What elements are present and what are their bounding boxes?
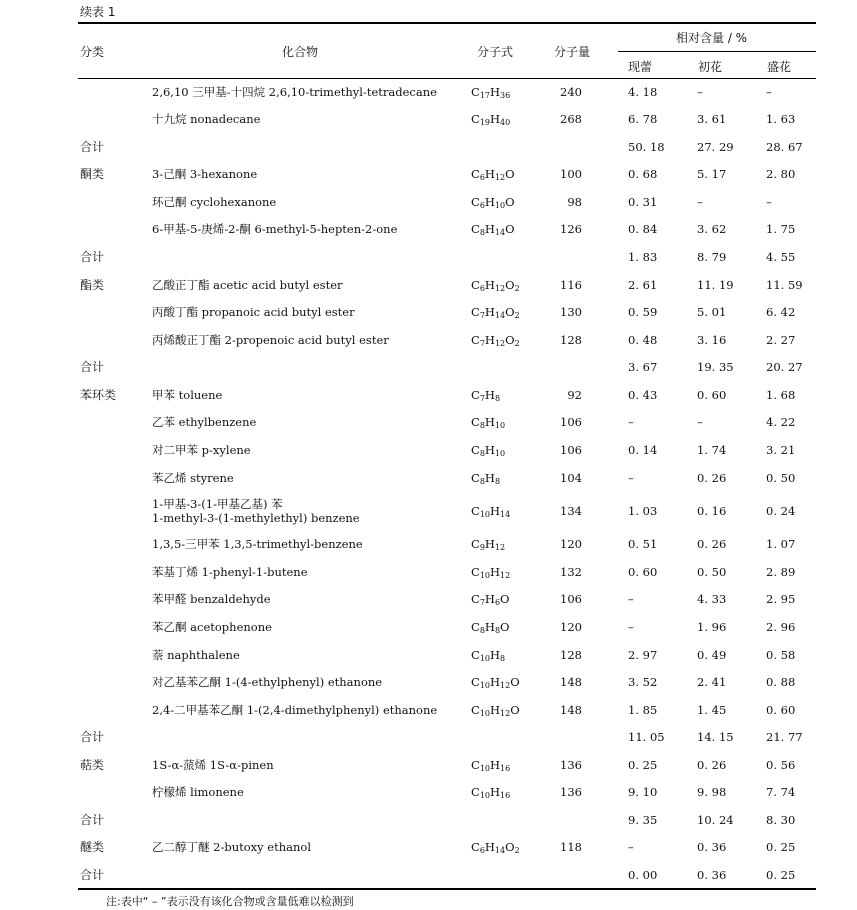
compound-name: 2,6,10 三甲基-十四烷 2,6,10-trimethyl-tetradecane — [152, 85, 437, 99]
value-full-flowering: 1. 75 — [766, 222, 796, 236]
value-early-flowering: 1. 74 — [697, 443, 727, 457]
value-early-flowering: 3. 61 — [697, 112, 727, 126]
value-full-flowering: 3. 21 — [766, 443, 796, 457]
value-bud-stage: 9. 35 — [628, 813, 658, 827]
molecular-formula: $C_7H_6O$ — [471, 592, 510, 607]
value-bud-stage: 3. 52 — [628, 675, 658, 689]
molecular-formula: $C_8H_{10}$ — [471, 415, 506, 430]
molecular-weight: 120 — [560, 620, 582, 634]
molecular-weight: 240 — [560, 85, 582, 99]
molecular-formula: $C_{10}H_{16}$ — [471, 758, 511, 773]
value-full-flowering: 6. 42 — [766, 305, 796, 319]
molecular-weight: 104 — [560, 471, 582, 485]
value-full-flowering: – — [766, 195, 772, 209]
value-bud-stage: – — [628, 592, 634, 606]
molecular-weight: 136 — [560, 785, 582, 799]
bottom-rule — [78, 888, 816, 890]
value-full-flowering: 28. 67 — [766, 140, 803, 154]
value-early-flowering: 1. 45 — [697, 703, 727, 717]
value-bud-stage: – — [628, 840, 634, 854]
molecular-formula: $C_8H_8$ — [471, 471, 501, 486]
molecular-formula: $C_7H_8$ — [471, 388, 501, 403]
header-formula: 分子式 — [477, 45, 514, 59]
molecular-weight: 148 — [560, 703, 582, 717]
compound-name: 1,3,5-三甲苯 1,3,5-trimethyl-benzene — [152, 537, 363, 551]
value-bud-stage: 0. 60 — [628, 565, 658, 579]
molecular-weight: 126 — [560, 222, 582, 236]
value-full-flowering: 4. 22 — [766, 415, 796, 429]
molecular-formula: $C_6H_{14}O_2$ — [471, 840, 520, 855]
molecular-formula: $C_8H_8O$ — [471, 620, 510, 635]
value-bud-stage: 2. 97 — [628, 648, 658, 662]
value-full-flowering: 20. 27 — [766, 360, 803, 374]
header-category: 分类 — [80, 45, 105, 59]
compound-name: 环己酮 cyclohexanone — [152, 195, 277, 209]
molecular-weight: 106 — [560, 592, 582, 606]
subtotal-label: 合计 — [80, 250, 105, 264]
molecular-formula: $C_{17}H_{36}$ — [471, 85, 511, 100]
value-early-flowering: 9. 98 — [697, 785, 727, 799]
value-bud-stage: 9. 10 — [628, 785, 658, 799]
value-early-flowering: 0. 16 — [697, 504, 727, 518]
value-bud-stage: 6. 78 — [628, 112, 658, 126]
value-bud-stage: – — [628, 415, 634, 429]
molecular-formula: $C_{10}H_{14}$ — [471, 504, 511, 519]
molecular-weight: 128 — [560, 333, 582, 347]
molecular-formula: $C_6H_{12}O$ — [471, 167, 515, 182]
category-label: 苯环类 — [80, 388, 117, 402]
value-early-flowering: 10. 24 — [697, 813, 734, 827]
compound-name: 丙酸丁酯 propanoic acid butyl ester — [152, 305, 355, 319]
molecular-weight: 134 — [560, 504, 582, 518]
compound-name: 苯乙烯 styrene — [152, 471, 234, 485]
compound-name: 甲苯 toluene — [152, 388, 223, 402]
header-molecular-weight: 分子量 — [554, 45, 591, 59]
value-bud-stage: 0. 48 — [628, 333, 658, 347]
compound-name: 1S-α-蒎烯 1S-α-pinen — [152, 758, 274, 772]
value-bud-stage: 2. 61 — [628, 278, 658, 292]
value-bud-stage: 0. 25 — [628, 758, 658, 772]
compound-name-en: 1-methyl-3-(1-methylethyl) benzene — [152, 511, 360, 525]
molecular-formula: $C_{19}H_{40}$ — [471, 112, 511, 127]
value-full-flowering: 2. 89 — [766, 565, 796, 579]
category-label: 醚类 — [80, 840, 105, 854]
value-early-flowering: – — [697, 195, 703, 209]
value-bud-stage: 11. 05 — [628, 730, 665, 744]
value-early-flowering: 5. 17 — [697, 167, 727, 181]
header-early-flowering: 初花 — [698, 60, 723, 74]
subtotal-label: 合计 — [80, 360, 105, 374]
compound-name: 萘 naphthalene — [152, 648, 240, 662]
value-bud-stage: 0. 00 — [628, 868, 658, 882]
molecular-weight: 118 — [560, 840, 582, 854]
compound-name: 对二甲苯 p-xylene — [152, 443, 251, 457]
compound-name: 乙二醇丁醚 2-butoxy ethanol — [152, 840, 312, 854]
value-full-flowering: 2. 96 — [766, 620, 796, 634]
value-early-flowering: 11. 19 — [697, 278, 734, 292]
value-full-flowering: – — [766, 85, 772, 99]
header-bud-stage: 现蕾 — [628, 60, 653, 74]
value-full-flowering: 0. 58 — [766, 648, 796, 662]
molecular-weight: 106 — [560, 415, 582, 429]
compound-name: 苯基丁烯 1-phenyl-1-butene — [152, 565, 308, 579]
compound-name: 乙苯 ethylbenzene — [152, 415, 257, 429]
header-compound: 化合物 — [282, 45, 319, 59]
value-bud-stage: 0. 59 — [628, 305, 658, 319]
molecular-formula: $C_{10}H_8$ — [471, 648, 506, 663]
molecular-formula: $C_{10}H_{12}O$ — [471, 675, 520, 690]
value-bud-stage: 0. 43 — [628, 388, 658, 402]
value-full-flowering: 1. 68 — [766, 388, 796, 402]
compound-name-cn: 1-甲基-3-(1-甲基乙基) 苯 — [152, 497, 283, 511]
molecular-formula: $C_7H_{14}O_2$ — [471, 305, 520, 320]
value-bud-stage: 0. 84 — [628, 222, 658, 236]
value-early-flowering: – — [697, 415, 703, 429]
molecular-formula: $C_6H_{12}O_2$ — [471, 278, 520, 293]
value-full-flowering: 21. 77 — [766, 730, 803, 744]
molecular-formula: $C_8H_{10}$ — [471, 443, 506, 458]
value-full-flowering: 0. 60 — [766, 703, 796, 717]
value-early-flowering: 0. 36 — [697, 840, 727, 854]
compound-name: 柠檬烯 limonene — [152, 785, 244, 799]
value-full-flowering: 1. 63 — [766, 112, 796, 126]
value-early-flowering: 3. 62 — [697, 222, 727, 236]
value-bud-stage: 0. 51 — [628, 537, 658, 551]
value-early-flowering: 3. 16 — [697, 333, 727, 347]
value-full-flowering: 4. 55 — [766, 250, 796, 264]
molecular-weight: 132 — [560, 565, 582, 579]
molecular-weight: 128 — [560, 648, 582, 662]
compound-name: 2,4-二甲基苯乙酮 1-(2,4-dimethylphenyl) ethanone — [152, 703, 438, 717]
value-bud-stage: 50. 18 — [628, 140, 665, 154]
value-early-flowering: 0. 26 — [697, 758, 727, 772]
value-full-flowering: 8. 30 — [766, 813, 796, 827]
value-early-flowering: 1. 96 — [697, 620, 727, 634]
molecular-weight: 92 — [567, 388, 582, 402]
value-early-flowering: 27. 29 — [697, 140, 734, 154]
molecular-weight: 136 — [560, 758, 582, 772]
molecular-weight: 268 — [560, 112, 582, 126]
value-early-flowering: 0. 50 — [697, 565, 727, 579]
value-full-flowering: 7. 74 — [766, 785, 796, 799]
relative-content-subrule — [618, 51, 816, 52]
value-early-flowering: 0. 26 — [697, 471, 727, 485]
value-early-flowering: 0. 60 — [697, 388, 727, 402]
value-early-flowering: 0. 49 — [697, 648, 727, 662]
value-bud-stage: 0. 31 — [628, 195, 658, 209]
subtotal-label: 合计 — [80, 140, 105, 154]
molecular-formula: $C_9H_{12}$ — [471, 537, 506, 552]
compound-name: 十九烷 nonadecane — [152, 112, 261, 126]
value-early-flowering: – — [697, 85, 703, 99]
header-full-flowering: 盛花 — [767, 60, 792, 74]
value-bud-stage: 1. 83 — [628, 250, 658, 264]
category-label: 萜类 — [80, 758, 105, 772]
value-full-flowering: 2. 95 — [766, 592, 796, 606]
molecular-weight: 106 — [560, 443, 582, 457]
value-early-flowering: 0. 26 — [697, 537, 727, 551]
compound-name: 苯乙酮 acetophenone — [152, 620, 272, 634]
value-full-flowering: 2. 27 — [766, 333, 796, 347]
compound-name: 乙酸正丁酯 acetic acid butyl ester — [152, 278, 343, 292]
value-bud-stage: 0. 68 — [628, 167, 658, 181]
molecular-formula: $C_{10}H_{12}$ — [471, 565, 511, 580]
value-full-flowering: 1. 07 — [766, 537, 796, 551]
value-early-flowering: 19. 35 — [697, 360, 734, 374]
table-note: 注:表中“ – ”表示没有该化合物或含量低难以检测到 — [106, 895, 354, 908]
value-early-flowering: 14. 15 — [697, 730, 734, 744]
value-full-flowering: 0. 50 — [766, 471, 796, 485]
molecular-formula: $C_6H_{10}O$ — [471, 195, 515, 210]
value-early-flowering: 0. 36 — [697, 868, 727, 882]
value-bud-stage: 3. 67 — [628, 360, 658, 374]
table-caption: 续表 1 — [80, 5, 116, 19]
value-full-flowering: 2. 80 — [766, 167, 796, 181]
molecular-formula: $C_{10}H_{16}$ — [471, 785, 511, 800]
subtotal-label: 合计 — [80, 813, 105, 827]
molecular-weight: 116 — [560, 278, 582, 292]
subtotal-label: 合计 — [80, 868, 105, 882]
value-early-flowering: 8. 79 — [697, 250, 727, 264]
value-bud-stage: – — [628, 620, 634, 634]
value-full-flowering: 0. 24 — [766, 504, 796, 518]
molecular-weight: 148 — [560, 675, 582, 689]
molecular-formula: $C_8H_{14}O$ — [471, 222, 515, 237]
top-rule — [78, 22, 816, 24]
value-early-flowering: 2. 41 — [697, 675, 727, 689]
compound-name: 对乙基苯乙酮 1-(4-ethylphenyl) ethanone — [152, 675, 383, 689]
value-bud-stage: 4. 18 — [628, 85, 658, 99]
molecular-formula: $C_7H_{12}O_2$ — [471, 333, 520, 348]
value-bud-stage: 1. 03 — [628, 504, 658, 518]
value-full-flowering: 0. 88 — [766, 675, 796, 689]
compound-name: 6-甲基-5-庚烯-2-酮 6-methyl-5-hepten-2-one — [152, 222, 398, 236]
value-bud-stage: – — [628, 471, 634, 485]
compound-name: 丙烯酸正丁酯 2-propenoic acid butyl ester — [152, 333, 389, 347]
value-early-flowering: 5. 01 — [697, 305, 727, 319]
value-bud-stage: 1. 85 — [628, 703, 658, 717]
molecular-weight: 98 — [567, 195, 582, 209]
subtotal-label: 合计 — [80, 730, 105, 744]
molecular-weight: 120 — [560, 537, 582, 551]
molecular-formula: $C_{10}H_{12}O$ — [471, 703, 520, 718]
category-label: 酯类 — [80, 278, 105, 292]
value-bud-stage: 0. 14 — [628, 443, 658, 457]
compound-name: 苯甲醛 benzaldehyde — [152, 592, 271, 606]
molecular-weight: 130 — [560, 305, 582, 319]
value-full-flowering: 0. 25 — [766, 840, 796, 854]
molecular-weight: 100 — [560, 167, 582, 181]
value-full-flowering: 11. 59 — [766, 278, 803, 292]
header-rule — [78, 78, 816, 79]
compound-name: 3-己酮 3-hexanone — [152, 167, 258, 181]
value-early-flowering: 4. 33 — [697, 592, 727, 606]
category-label: 酮类 — [80, 167, 105, 181]
header-relative-content: 相对含量 / % — [676, 31, 748, 45]
value-full-flowering: 0. 56 — [766, 758, 796, 772]
value-full-flowering: 0. 25 — [766, 868, 796, 882]
